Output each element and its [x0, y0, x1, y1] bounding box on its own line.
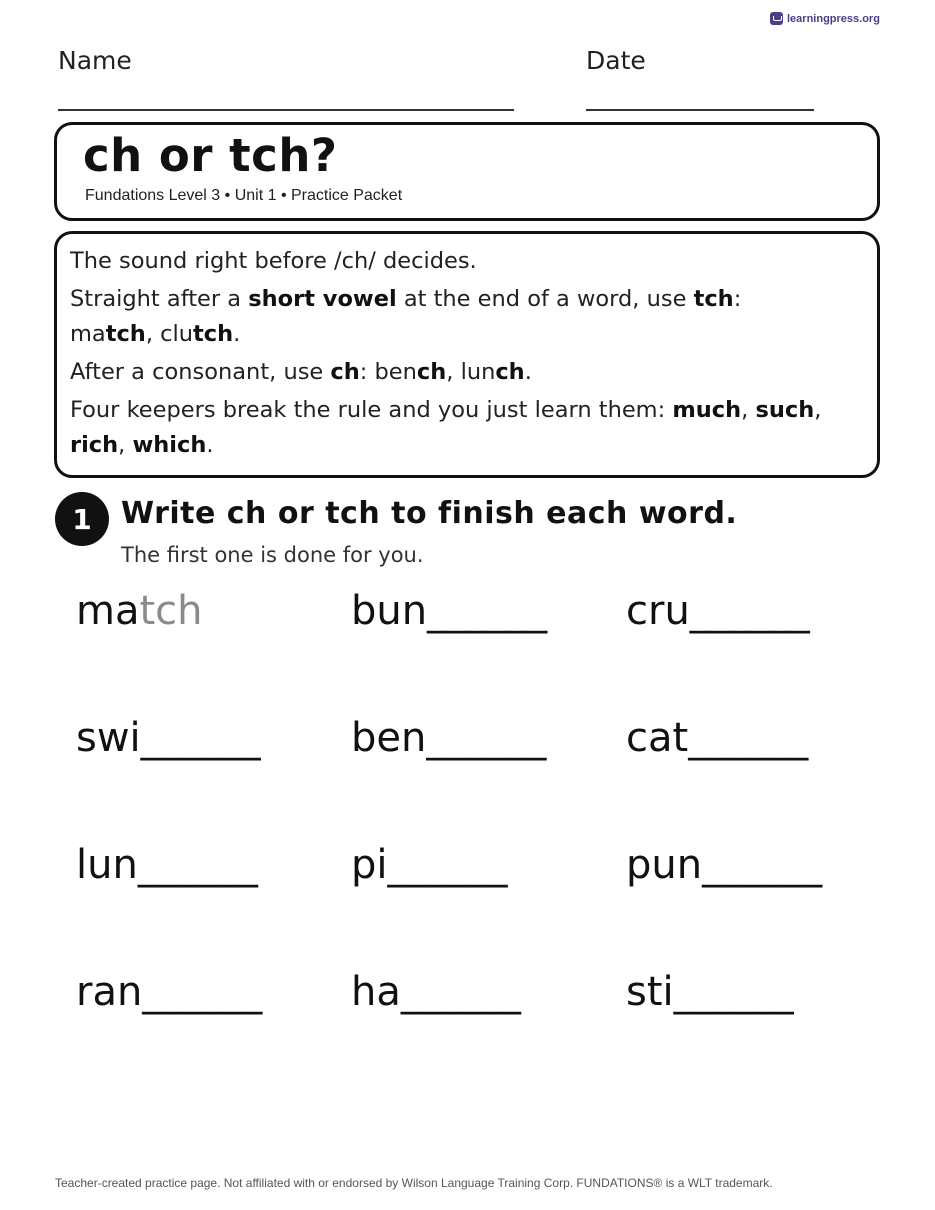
- brand-label: learningpress.org: [787, 12, 880, 25]
- rule-line-4: Four keepers break the rule and you just learn them: much, such, rich, which.: [70, 397, 822, 458]
- word-example: match: [76, 588, 203, 634]
- rule-line-1: The sound right before /ch/ decides.: [70, 248, 477, 274]
- exercise-note: The first one is done for you.: [121, 543, 424, 567]
- word-blank[interactable]: pun______: [626, 842, 823, 888]
- page-subtitle: Fundations Level 3 • Unit 1 • Practice Packet: [85, 187, 403, 204]
- date-field[interactable]: [586, 109, 814, 111]
- rule-line-3: After a consonant, use ch: bench, lunch.: [70, 359, 532, 385]
- word-blank[interactable]: ran______: [76, 969, 263, 1015]
- word-blank[interactable]: bun______: [351, 588, 548, 634]
- word-blank[interactable]: swi______: [76, 715, 261, 761]
- step-number-badge: 1: [55, 492, 109, 546]
- brand-logo: [770, 12, 880, 25]
- word-blank[interactable]: cru______: [626, 588, 810, 634]
- date-label: Date: [586, 46, 646, 75]
- rule-box: [54, 231, 880, 478]
- page-title: ch or tch?: [83, 129, 338, 182]
- name-label: Name: [58, 46, 132, 75]
- word-blank[interactable]: pi______: [351, 842, 508, 888]
- title-box: [54, 122, 880, 221]
- word-blank[interactable]: ha______: [351, 969, 521, 1015]
- footer-disclaimer: Teacher-created practice page. Not affiliated with or endorsed by Wilson Language Training Corp. FUNDATIONS® is a WLT trademark.: [55, 1176, 773, 1190]
- word-blank[interactable]: sti______: [626, 969, 794, 1015]
- book-icon: [770, 12, 783, 25]
- word-blank[interactable]: cat______: [626, 715, 809, 761]
- word-blank[interactable]: ben______: [351, 715, 547, 761]
- name-field[interactable]: [58, 109, 514, 111]
- example-answer: tch: [139, 588, 203, 634]
- exercise-heading: Write ch or tch to finish each word.: [121, 496, 738, 531]
- rule-line-2: Straight after a short vowel at the end of a word, use tch: match, clutch.: [70, 286, 742, 347]
- word-grid: [76, 582, 896, 1090]
- word-blank[interactable]: lun______: [76, 842, 258, 888]
